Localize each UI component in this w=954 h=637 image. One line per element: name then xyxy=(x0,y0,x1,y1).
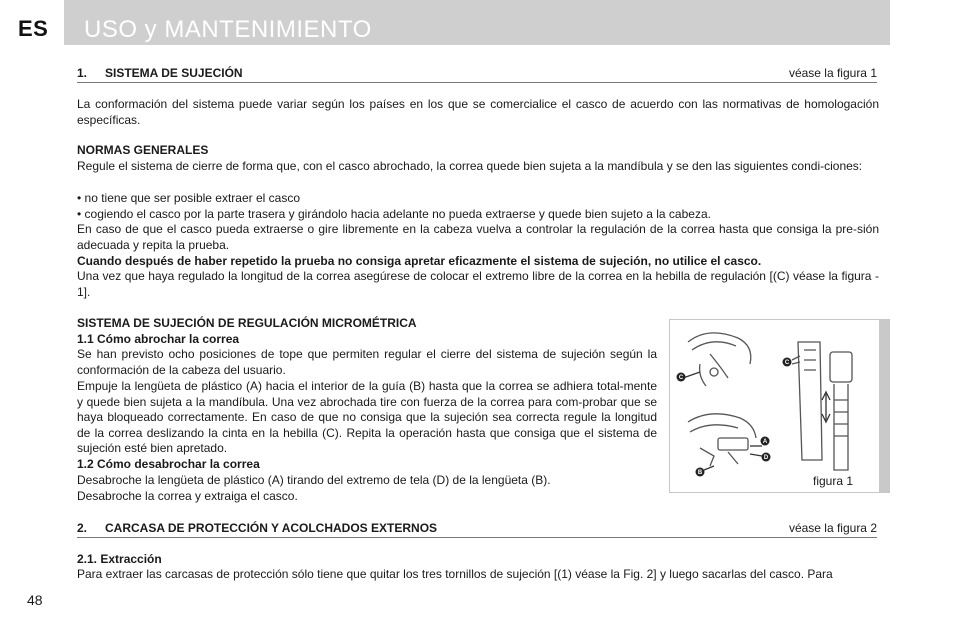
section-2-rule xyxy=(77,537,877,538)
normas-heading: NORMAS GENERALES xyxy=(77,143,209,157)
extraccion-text: Para extraer las carcasas de protección sólo tiene que quitar los tres tornillos de sujeción [(1) véase la Fig. 2] y luego sacarlas del casco. Para xyxy=(77,567,833,581)
normas-line3: Una vez que haya regulado la longitud de la correa asegúrese de colocar el extremo libre de la correa en la hebilla de regulación [(C) véase la figura - 1]. xyxy=(77,269,879,299)
section-2-heading xyxy=(77,521,877,535)
section-2-number: 2. xyxy=(77,521,88,535)
section-1-figure-ref: véase la figura 1 xyxy=(788,66,877,80)
micro-p3: Desabroche la lengüeta de plástico (A) tirando del extremo de tela (D) de la lengüeta (B). xyxy=(77,473,551,487)
normas-warning: Cuando después de haber repetido la prueba no consiga apretar eficazmente el sistema de sujeción, no utilice el casco. xyxy=(77,254,762,268)
figure-1-drawing xyxy=(670,320,881,492)
section-1-number: 1. xyxy=(77,66,88,80)
normas-bullet1: • no tiene que ser posible extraer el casco xyxy=(77,191,300,205)
extraccion-heading: 2.1. Extracción xyxy=(77,552,162,566)
section-2-title: CARCASA DE PROTECCIÓN Y ACOLCHADOS EXTERNOS xyxy=(105,521,438,535)
figure-label-c-left: C xyxy=(678,375,684,381)
page-title: USO y MANTENIMIENTO xyxy=(84,16,372,43)
micro-p1: Se han previsto ocho posiciones de tope que permiten regular el cierre del sistema de sujeción según la conformación de la cabeza del usuario. xyxy=(77,347,657,377)
micro-heading: SISTEMA DE SUJECIÓN DE REGULACIÓN MICROMÉTRICA xyxy=(77,316,417,330)
micro-p2: Empuje la lengüeta de plástico (A) hacia el interior de la guía (B) hasta que la correa se adhiera total-mente y quede bien sujeta a la mandíbula. Una vez abrochada tire con fuerza de la correa para com-probar que se haya bloqueado correctamente. En caso de que no consiga que la sujeción sea correcta regule la longitud de la correa deslizando la cinta en la hebilla (C). Repita la operación hasta que consiga que el sistema de sujeción esté bien apretado. xyxy=(77,379,657,456)
micro-sub2: 1.2 Cómo desabrochar la correa xyxy=(77,457,260,471)
figure-label-d: D xyxy=(763,455,769,461)
normas-line2: En caso de que el casco pueda extraerse o gire libremente en la cabeza vuelva a controlar la regulación de la correa hasta que consiga la pre-sión adecuada y repita la prueba. xyxy=(77,222,879,252)
section-1-heading xyxy=(77,66,877,80)
page-number: 48 xyxy=(27,592,43,608)
title-band xyxy=(64,0,890,45)
intro-paragraph: La conformación del sistema puede variar según los países en los que se comercialice el casco de acuerdo con las normativas de homologación específicas. xyxy=(77,97,879,127)
figure-1-side-strip xyxy=(879,320,889,492)
micro-p4: Desabroche la correa y extraiga el casco. xyxy=(77,489,298,503)
section-1-rule xyxy=(77,82,877,83)
section-2-figure-ref: véase la figura 2 xyxy=(788,521,877,535)
figure-1 xyxy=(669,319,890,493)
normas-bullet2: • cogiendo el casco por la parte trasera y girándolo hacia adelante no pueda extraerse y quede bien sujeto a la cabeza. xyxy=(77,207,711,221)
language-code: ES xyxy=(18,16,49,41)
normas-line1: Regule el sistema de cierre de forma que, con el casco abrochado, la correa quede bien sujeta a la mandíbula y se den las siguientes condi-ciones: xyxy=(77,159,863,173)
figure-label-c-right: C xyxy=(784,360,790,366)
figure-label-b: B xyxy=(697,470,703,476)
figure-label-a: A xyxy=(762,439,768,445)
micro-sub1: 1.1 Cómo abrochar la correa xyxy=(77,332,240,346)
figure-1-caption: figura 1 xyxy=(813,474,854,488)
section-1-title: SISTEMA DE SUJECIÓN xyxy=(105,66,243,80)
